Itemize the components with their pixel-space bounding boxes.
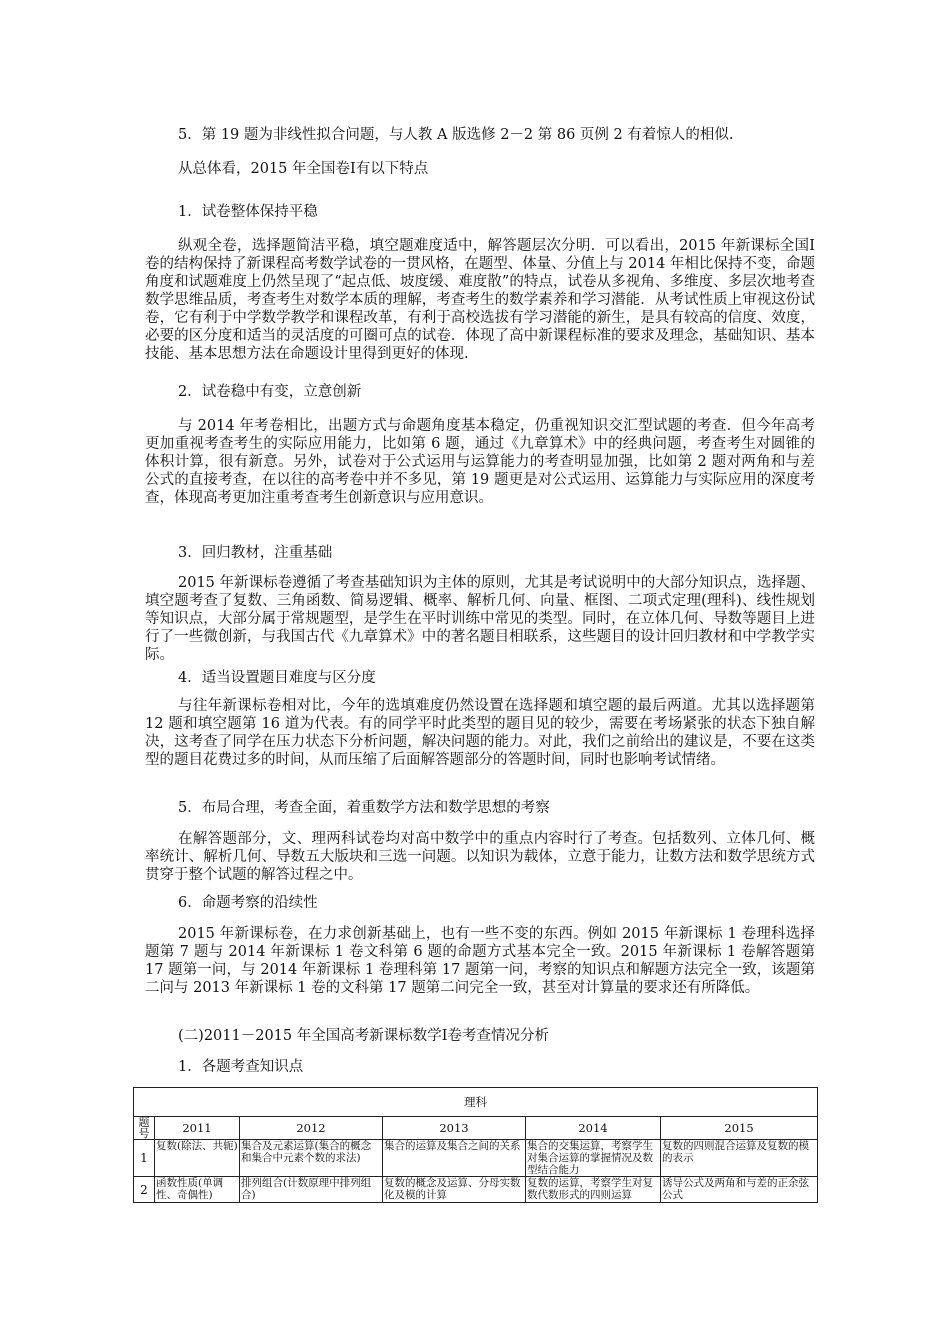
table-cell bbox=[526, 1177, 661, 1203]
section-2-heading: 2．试卷稳中有变，立意创新 bbox=[178, 384, 362, 400]
table-cell bbox=[240, 1140, 383, 1177]
year-header: 2013 bbox=[383, 1117, 526, 1140]
section-5-body: 在解答题部分，文、理两科试卷均对高中数学中的重点内容时行了考查。包括数列、立体几何、概率统计、解析几何、导数五大版块和三选一问题。以知识为载体，立意于能力，让数方法和数学思统方式贯穿于整个试题的解答过程之中。 bbox=[145, 831, 815, 883]
table-title: 理科 bbox=[134, 1088, 818, 1117]
cell-text: 诱导公式及两角和与差的正余弦公式 bbox=[662, 1177, 809, 1201]
cell-text: 复数的概念及运算、分母实数化及模的计算 bbox=[384, 1177, 521, 1201]
table-cell bbox=[383, 1177, 526, 1203]
section-3-heading: 3．回归教材，注重基础 bbox=[178, 545, 333, 561]
table-cell bbox=[155, 1140, 240, 1177]
analysis-subheading: (二)2011－2015 年全国高考新课标数学Ⅰ卷考查情况分析 bbox=[178, 1028, 549, 1044]
section-4-body: 与往年新课标卷相对比，今年的选填难度仍然设置在选择题和填空题的最后两道。尤其以选择题第 12 题和填空题第 16 道为代表。有的同学平时此类型的题目见的较少，需要在考场紧张的状态下独自解决，这考查了同学在压力状态下分析问题，解决问题的能力。对此，我们之前给出的建议是，不要在这类型的题目花费过多的时间，从而压缩了后面解答题部分的答题时间，同时也影响考试情绪。 bbox=[145, 698, 815, 768]
knowledge-points-heading: 1．各题考查知识点 bbox=[178, 1059, 304, 1075]
cell-text: 集合的运算及集合之间的关系 bbox=[384, 1140, 521, 1152]
year-header: 2015 bbox=[661, 1117, 818, 1140]
year-header: 2012 bbox=[240, 1117, 383, 1140]
table-cell bbox=[661, 1177, 818, 1203]
section-3-body: 2015 年新课标卷遵循了考查基础知识为主体的原则，尤其是考试说明中的大部分知识点，选择题、填空题考查了复数、三角函数、简易逻辑、概率、解析几何、向量、框图、二项式定理(理科)、线性规划等知识点，大部分属于常规题型，是学生在平时训练中常见的类型。同时，在立体几何、导数等题目上进行了一些微创新，与我国古代《九章算术》中的著名题目相联系，这些题目的设计回归教材和中学教学实际。 bbox=[145, 575, 815, 663]
cell-text: 函数性质(单调性、奇偶性) bbox=[156, 1177, 224, 1201]
cell-text: 集合及元素运算(集合的概念和集合中元素个数的求法) bbox=[241, 1140, 372, 1164]
section-6-heading: 6．命题考察的沿续性 bbox=[178, 895, 318, 911]
intro-summary: 从总体看，2015 年全国卷Ⅰ有以下特点 bbox=[178, 161, 429, 177]
cell-text: 复数的运算，考察学生对复数代数形式的四则运算 bbox=[527, 1177, 653, 1201]
question-number-header: 题号 bbox=[134, 1117, 155, 1140]
cell-text: 复数(除法、共轭) bbox=[156, 1140, 238, 1152]
table-cell bbox=[240, 1177, 383, 1203]
section-2-body: 与 2014 年考卷相比，出题方式与命题角度基本稳定，仍重视知识交汇型试题的考查．但今年高考更加重视考查考生的实际应用能力，比如第 6 题，通过《九章算术》中的经典问题，考查考生对圆锥的体积计算，很有新意。另外，试卷对于公式运用与运算能力的考查明显加强，比如第 2 题对两角和与差公式的直接考查，在以往的高考卷中并不多见，第 19 题更是对公式运用、运算能力与实际应用的深度考查，体现高考更加注重考查考生创新意识与应用意识。 bbox=[145, 418, 815, 506]
section-6-body: 2015 年新课标卷，在力求创新基础上，也有一些不变的东西。例如 2015 年新课标 1 卷理科选择题第 7 题与 2014 年新课标 1 卷文科第 6 题的命题方式基本完全一致。2015 年新课标 1 卷解答题第 17 题第一问，与 2014 年新课标 1 卷理科第 17 题第一问，考察的知识点和解题方法完全一致，该题第二问与 2013 年新课标 1 卷的文科第 17 题第二问完全一致，甚至对计算量的要求还有所降低。 bbox=[145, 926, 815, 996]
table-row bbox=[134, 1140, 818, 1177]
intro-line-5: 5．第 19 题为非线性拟合问题，与人教 A 版选修 2－2 第 86 页例 2 有着惊人的相似. bbox=[178, 127, 734, 143]
section-4-heading: 4．适当设置题目难度与区分度 bbox=[178, 670, 376, 686]
cell-text: 集合的交集运算，考察学生对集合运算的掌握情况及数型结合能力 bbox=[527, 1140, 653, 1176]
table-cell bbox=[526, 1140, 661, 1177]
table-cell bbox=[383, 1140, 526, 1177]
row-number: 1 bbox=[134, 1140, 155, 1177]
section-1-body: 纵观全卷，选择题简洁平稳，填空题难度适中，解答题层次分明．可以看出，2015 年新课标全国Ⅰ卷的结构保持了新课程高考数学试卷的一贯风格，在题型、体量、分值上与 2014 年相比保持不变，命题角度和试题难度上仍然呈现了“起点低、坡度缓、难度散”的特点，试卷从多视角、多维度、多层次地考查数学思维品质，考查考生对数学本质的理解，考查考生的数学素养和学习潜能．从考试性质上审视这份试卷，它有利于中学数学教学和课程改革，有利于高校选拔有学习潜能的新生，是具有较高的信度、效度，必要的区分度和适当的灵活度的可圈可点的试卷．体现了高中新课程标准的要求及理念，基础知识、基本技能、基本思想方法在命题设计里得到更好的体现. bbox=[145, 238, 815, 362]
table-cell bbox=[155, 1177, 240, 1203]
knowledge-table bbox=[133, 1087, 818, 1203]
year-header: 2014 bbox=[526, 1117, 661, 1140]
section-5-heading: 5．布局合理，考查全面，着重数学方法和数学思想的考察 bbox=[178, 800, 550, 816]
table-row bbox=[134, 1177, 818, 1203]
table-cell bbox=[661, 1140, 818, 1177]
row-number: 2 bbox=[134, 1177, 155, 1203]
year-header: 2011 bbox=[155, 1117, 240, 1140]
cell-text: 排列组合(计数原理中排列组合) bbox=[241, 1177, 372, 1201]
cell-text: 复数的四则混合运算及复数的模的表示 bbox=[662, 1140, 809, 1164]
section-1-heading: 1．试卷整体保持平稳 bbox=[178, 204, 318, 220]
